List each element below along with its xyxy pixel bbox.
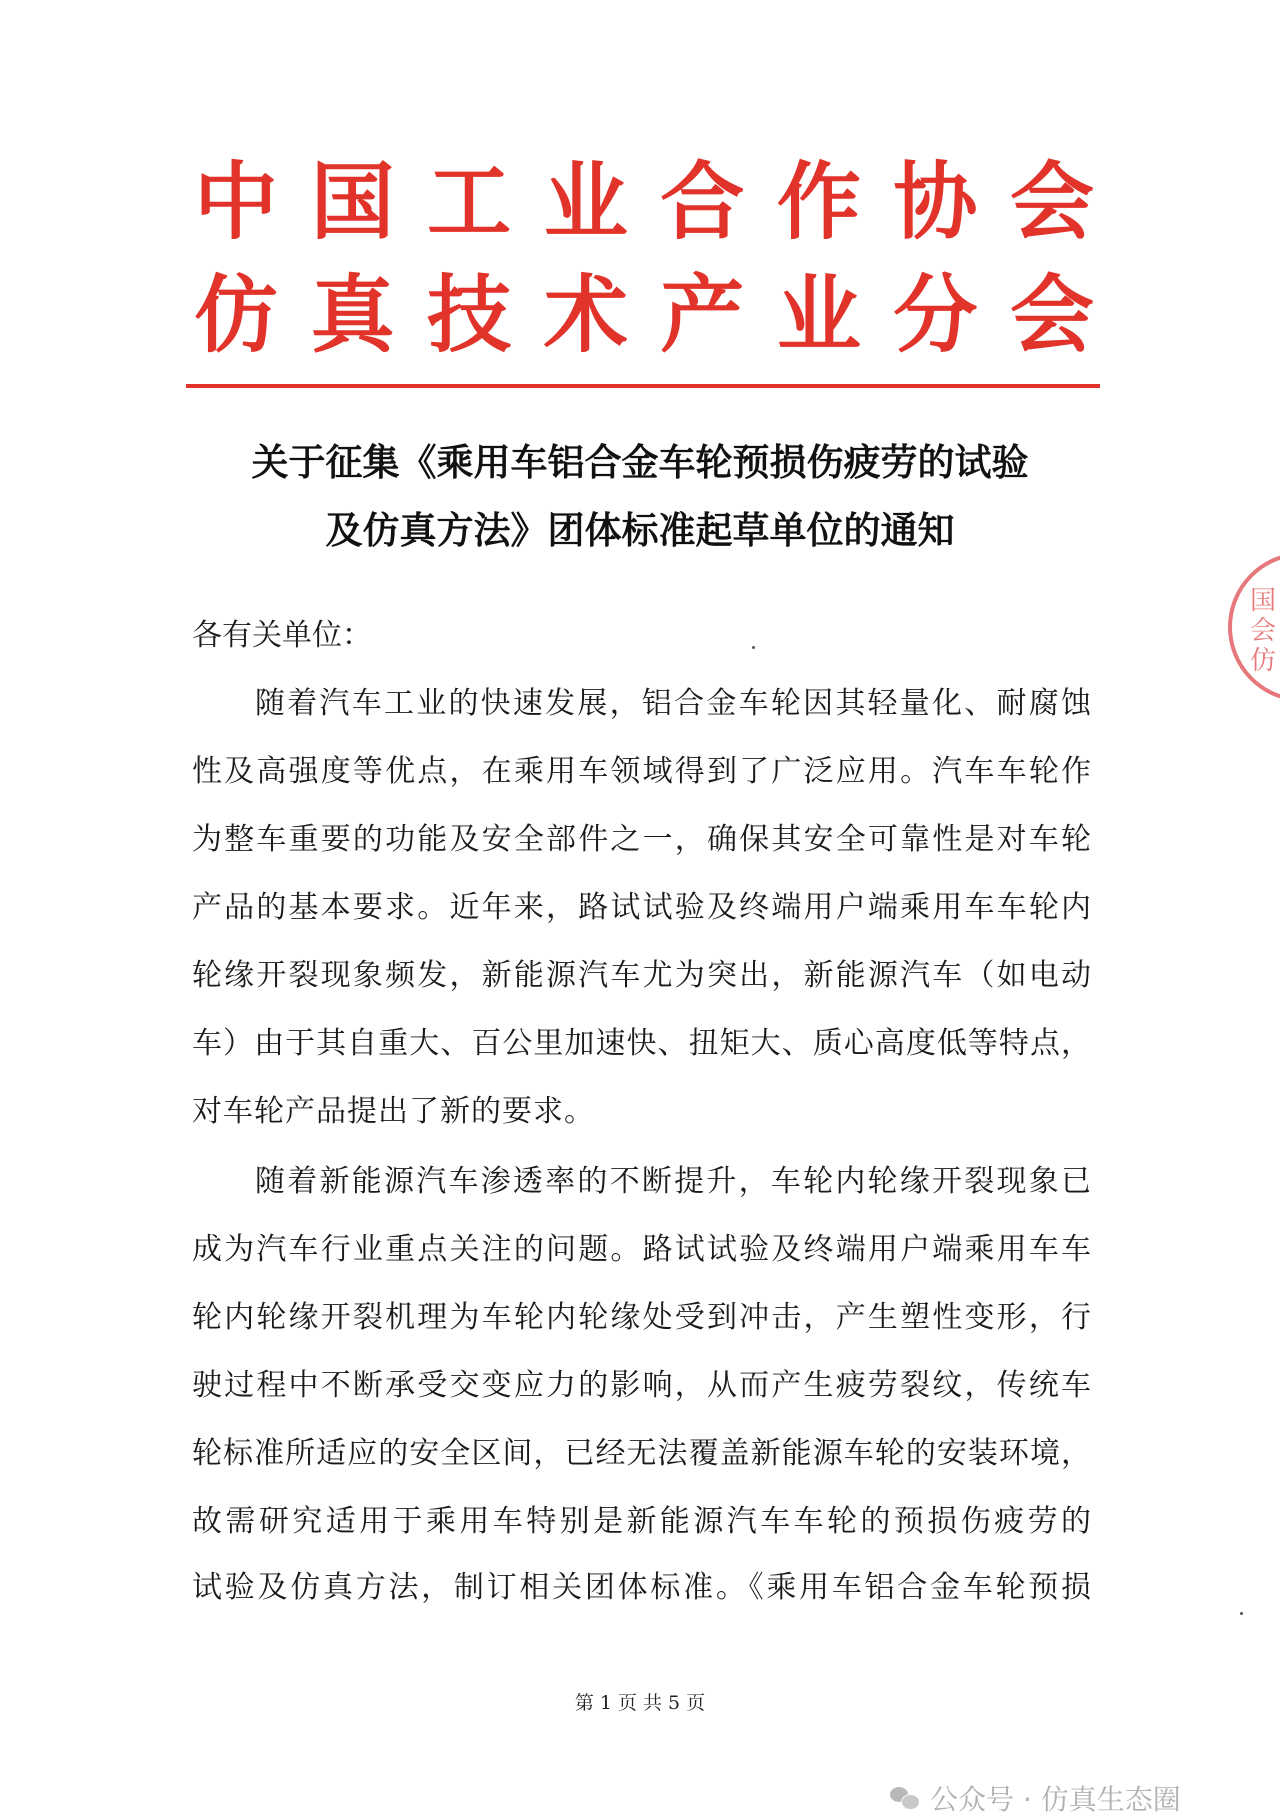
letterhead-red-rule — [186, 384, 1100, 388]
official-seal-stamp — [1228, 552, 1280, 702]
scan-speck — [752, 646, 755, 649]
wechat-watermark — [890, 1778, 1181, 1818]
document-title-line-2: 及仿真方法》团体标准起草单位的通知 — [325, 508, 955, 552]
paragraph-1-line: 性及高强度等优点，在乘用车领域得到了广泛应用。汽车车轮作 — [192, 754, 1092, 789]
paragraph-2-line: 轮标准所适应的安全区间，已经无法覆盖新能源车轮的安装环境， — [192, 1436, 1092, 1471]
seal-text: 国 会 仿 — [1250, 586, 1277, 676]
paragraph-2-line: 轮内轮缘开裂机理为车轮内轮缘处受到冲击，产生塑性变形，行 — [192, 1300, 1092, 1335]
scan-speck — [1240, 1612, 1243, 1615]
paragraph-2-line: 随着新能源汽车渗透率的不断提升，车轮内轮缘开裂现象已 — [255, 1164, 1092, 1199]
paragraph-1-line: 对车轮产品提出了新的要求。 — [192, 1094, 595, 1129]
paragraph-1-line: 产品的基本要求。近年来，路试试验及终端用户端乘用车车轮内 — [192, 890, 1092, 925]
paragraph-1-line: 车）由于其自重大、百公里加速快、扭矩大、质心高度低等特点， — [192, 1026, 1092, 1061]
document-title-line-1: 关于征集《乘用车铝合金车轮预损伤疲劳的试验 — [251, 440, 1029, 484]
paragraph-2-line: 驶过程中不断承受交变应力的影响，从而产生疲劳裂纹，传统车 — [192, 1368, 1092, 1403]
letterhead-branch-name: 仿真技术产业分会 — [194, 265, 1094, 364]
salutation: 各有关单位： — [192, 618, 372, 653]
paragraph-2-line: 试验及仿真方法，制订相关团体标准。《乘用车铝合金车轮预损 — [192, 1570, 1092, 1605]
watermark-text: 公众号 · 仿真生态圈 — [930, 1783, 1181, 1816]
paragraph-1-line: 随着汽车工业的快速发展，铝合金车轮因其轻量化、耐腐蚀 — [255, 686, 1092, 721]
paragraph-2-line: 成为汽车行业重点关注的问题。路试试验及终端用户端乘用车车 — [192, 1232, 1092, 1267]
letterhead-org-name: 中国工业合作协会 — [194, 152, 1094, 251]
wechat-icon — [890, 1785, 920, 1811]
paragraph-1-line: 为整车重要的功能及安全部件之一，确保其安全可靠性是对车轮 — [192, 822, 1092, 857]
paragraph-1-line: 轮缘开裂现象频发，新能源汽车尤为突出，新能源汽车（如电动 — [192, 958, 1092, 993]
page-number: 第 1 页 共 5 页 — [574, 1692, 706, 1714]
paragraph-2-line: 故需研究适用于乘用车特别是新能源汽车车轮的预损伤疲劳的 — [192, 1504, 1092, 1539]
